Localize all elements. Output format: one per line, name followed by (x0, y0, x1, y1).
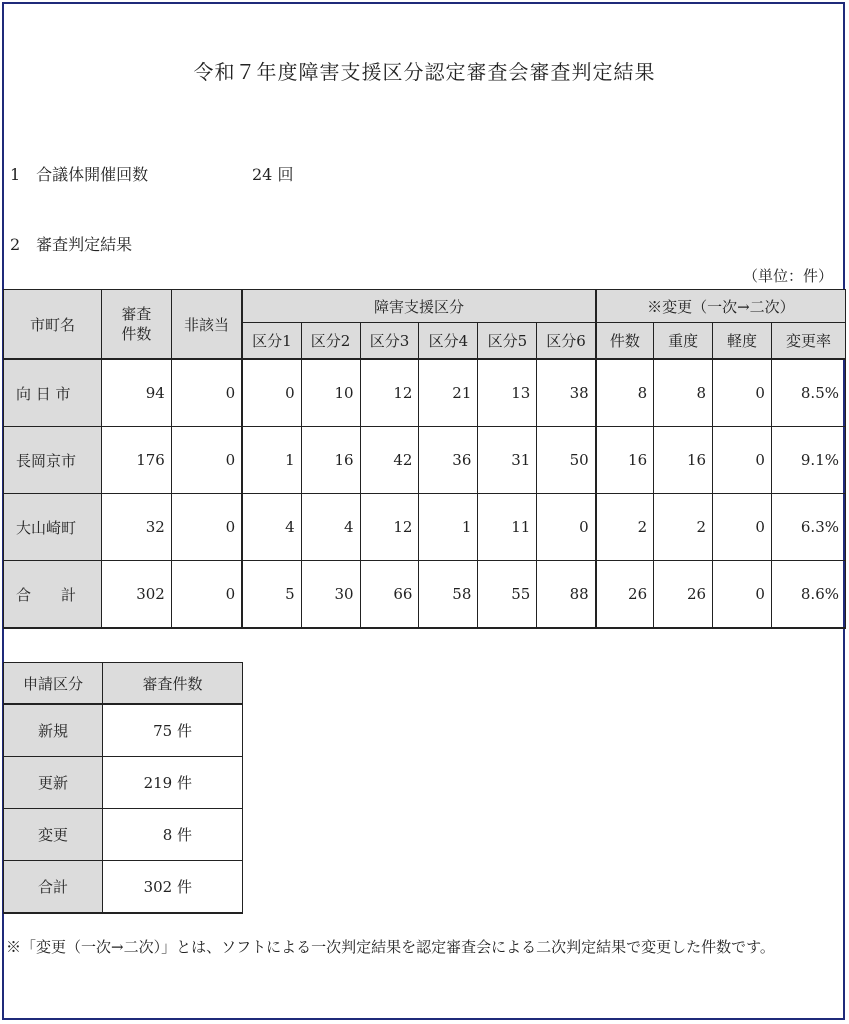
table-row (4, 359, 846, 427)
value-cell-c_count: 8 (596, 359, 654, 427)
value-cell-k3: 42 (360, 427, 419, 494)
table-row (4, 561, 846, 629)
results-table (3, 289, 846, 629)
value-cell-k5: 31 (478, 427, 537, 494)
header-city: 市町名 (4, 290, 102, 360)
value-cell-k4: 36 (419, 427, 478, 494)
value-cell-c_count: 16 (596, 427, 654, 494)
value-cell-k6: 88 (537, 561, 596, 629)
value-cell-k4: 21 (419, 359, 478, 427)
unit-note: （単位：件） (742, 267, 833, 285)
header-change-group: ※変更（一次→二次） (596, 290, 846, 323)
application-count-cell: 75 件 (103, 704, 243, 757)
value-cell-k2: 30 (301, 561, 360, 629)
application-category-cell: 合計 (4, 861, 103, 914)
value-cell-c_rate: 8.5% (771, 359, 845, 427)
value-cell-review: 176 (101, 427, 171, 494)
application-count-cell: 8 件 (103, 809, 243, 861)
application-table (3, 662, 243, 914)
value-cell-c_light: 0 (713, 359, 772, 427)
application-count-cell: 219 件 (103, 757, 243, 809)
value-cell-k6: 50 (537, 427, 596, 494)
header-kubun-4: 区分4 (419, 323, 478, 360)
header-change-heavy: 重度 (654, 323, 713, 360)
application-category-cell: 新規 (4, 704, 103, 757)
application-count-cell: 302 件 (103, 861, 243, 914)
value-cell-c_heavy: 2 (654, 494, 713, 561)
value-cell-k1: 5 (242, 561, 301, 629)
application-category-cell: 更新 (4, 757, 103, 809)
value-cell-c_count: 26 (596, 561, 654, 629)
header-change-rate: 変更率 (771, 323, 845, 360)
value-cell-review: 94 (101, 359, 171, 427)
header-review-count-text: 審査件数 (121, 305, 152, 343)
value-cell-na: 0 (171, 359, 242, 427)
header-application-category: 申請区分 (4, 663, 103, 705)
section-meeting-count-value: 24 回 (252, 165, 294, 184)
header-kubun-5: 区分5 (478, 323, 537, 360)
section-results-heading: 2 審査判定結果 (10, 235, 133, 254)
list-item (4, 809, 243, 861)
page-title: 令和７年度障害支援区分認定審査会審査判定結果 (193, 60, 656, 84)
header-not-applicable: 非該当 (171, 290, 242, 360)
section-meeting-count (10, 162, 294, 185)
value-cell-c_rate: 8.6% (771, 561, 845, 629)
header-kubun-2: 区分2 (301, 323, 360, 360)
value-cell-k6: 0 (537, 494, 596, 561)
table-row (4, 427, 846, 494)
value-cell-k1: 0 (242, 359, 301, 427)
value-cell-k5: 11 (478, 494, 537, 561)
header-change-count: 件数 (596, 323, 654, 360)
section-meeting-count-label: 1 合議体開催回数 (10, 165, 149, 184)
value-cell-na: 0 (171, 427, 242, 494)
value-cell-c_rate: 9.1% (771, 427, 845, 494)
value-cell-k1: 1 (242, 427, 301, 494)
value-cell-c_light: 0 (713, 427, 772, 494)
list-item (4, 861, 243, 914)
header-review-count (101, 290, 171, 360)
value-cell-c_light: 0 (713, 561, 772, 629)
footnote: ※「変更（一次→二次）」とは、ソフトによる一次判定結果を認定審査会による二次判定結果で変更した件数です。 (6, 938, 775, 956)
value-cell-na: 0 (171, 494, 242, 561)
list-item (4, 757, 243, 809)
value-cell-na: 0 (171, 561, 242, 629)
table-row (4, 494, 846, 561)
value-cell-k3: 12 (360, 494, 419, 561)
value-cell-k2: 16 (301, 427, 360, 494)
value-cell-k4: 58 (419, 561, 478, 629)
header-kubun-3: 区分3 (360, 323, 419, 360)
value-cell-c_heavy: 16 (654, 427, 713, 494)
value-cell-review: 302 (101, 561, 171, 629)
value-cell-k1: 4 (242, 494, 301, 561)
value-cell-k5: 55 (478, 561, 537, 629)
header-kubun-6: 区分6 (537, 323, 596, 360)
city-name-cell: 合 計 (4, 561, 102, 629)
value-cell-c_rate: 6.3% (771, 494, 845, 561)
value-cell-c_heavy: 26 (654, 561, 713, 629)
header-support-group: 障害支援区分 (242, 290, 596, 323)
value-cell-c_heavy: 8 (654, 359, 713, 427)
list-item (4, 704, 243, 757)
value-cell-k6: 38 (537, 359, 596, 427)
city-name-cell: 大山崎町 (4, 494, 102, 561)
value-cell-k3: 66 (360, 561, 419, 629)
value-cell-k2: 10 (301, 359, 360, 427)
value-cell-review: 32 (101, 494, 171, 561)
header-kubun-1: 区分1 (242, 323, 301, 360)
value-cell-c_light: 0 (713, 494, 772, 561)
value-cell-c_count: 2 (596, 494, 654, 561)
value-cell-k2: 4 (301, 494, 360, 561)
city-name-cell: 向 日 市 (4, 359, 102, 427)
value-cell-k4: 1 (419, 494, 478, 561)
city-name-cell: 長岡京市 (4, 427, 102, 494)
value-cell-k5: 13 (478, 359, 537, 427)
header-application-count: 審査件数 (103, 663, 243, 705)
header-change-light: 軽度 (713, 323, 772, 360)
application-category-cell: 変更 (4, 809, 103, 861)
value-cell-k3: 12 (360, 359, 419, 427)
